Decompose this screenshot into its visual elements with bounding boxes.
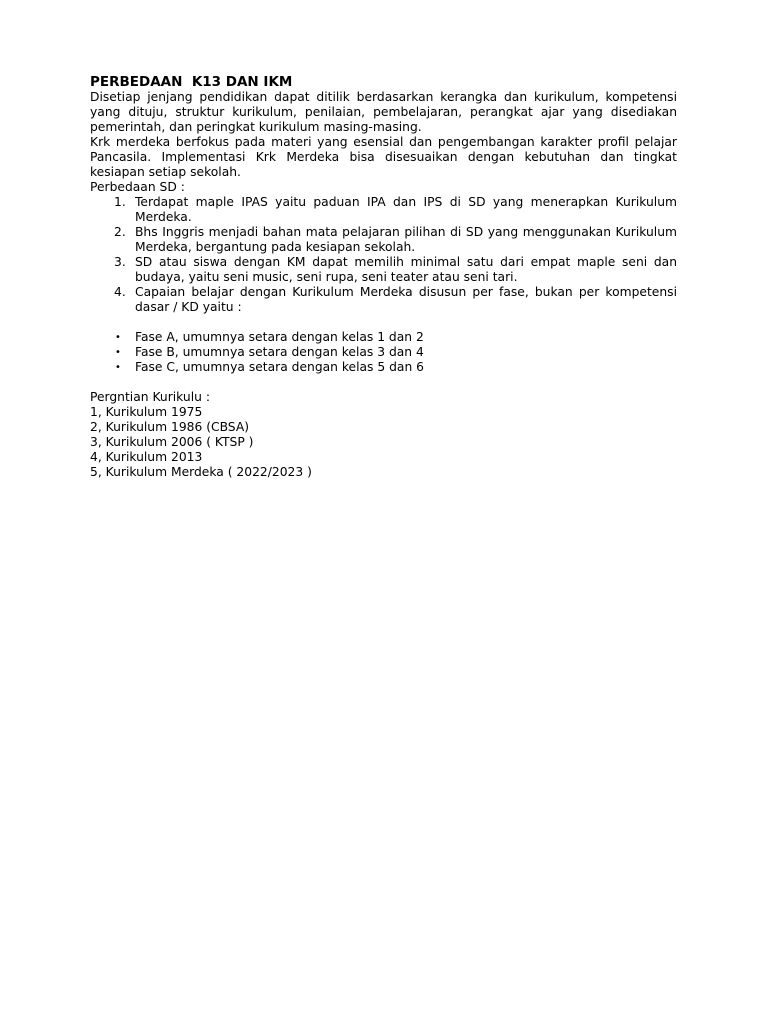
kurikulum-line: 5, Kurikulum Merdeka ( 2022/2023 ): [90, 465, 312, 479]
sd-differences-list: [90, 195, 677, 315]
bullet-icon: •: [115, 347, 121, 358]
list-item-number: 1.: [114, 195, 126, 209]
list-item-number: 3.: [114, 255, 126, 269]
list-item: [90, 360, 677, 375]
intro-paragraph-2: Krk merdeka berfokus pada materi yang esensial dan pengembangan karakter profil pelajar Pancasila. Implementasi Krk Merdeka bisa disesuaikan dengan kebutuhan dan tingkat kesiapan setiap sekolah.: [90, 135, 677, 179]
bullet-icon: •: [115, 332, 121, 343]
list-item-text: Fase B, umumnya setara dengan kelas 3 dan 4: [135, 345, 424, 359]
list-item: [90, 285, 677, 315]
list-item: [90, 195, 677, 225]
list-item: [90, 255, 677, 285]
bullet-icon: •: [115, 362, 121, 373]
list-item-number: 4.: [114, 285, 126, 299]
document-title: PERBEDAAN K13 DAN IKM: [90, 74, 293, 90]
intro-paragraph-1: Disetiap jenjang pendidikan dapat ditilik berdasarkan kerangka dan kurikulum, kompetensi yang dituju, struktur kurikulum, penilaian, pembelajaran, perangkat ajar yang disediakan pemerintah, dan peringkat kurikulum masing-masing.: [90, 90, 677, 134]
kurikulum-line: 1, Kurikulum 1975: [90, 405, 203, 419]
document-body: [90, 74, 677, 480]
list-item: [90, 345, 677, 360]
list-item-text: Capaian belajar dengan Kurikulum Merdeka disusun per fase, bukan per kompetensi dasar / KD yaitu :: [135, 285, 677, 314]
kurikulum-line: 2, Kurikulum 1986 (CBSA): [90, 420, 250, 434]
list-item: [90, 330, 677, 345]
fase-list: [90, 330, 677, 375]
list-item-number: 2.: [114, 225, 126, 239]
list-item-text: SD atau siswa dengan KM dapat memilih minimal satu dari empat maple seni dan budaya, yaitu seni music, seni rupa, seni teater atau seni tari.: [135, 255, 677, 284]
list-item-text: Bhs Inggris menjadi bahan mata pelajaran pilihan di SD yang menggunakan Kurikulum Merdeka, bergantung pada kesiapan sekolah.: [135, 225, 677, 254]
list-item: [90, 225, 677, 255]
list-item-text: Terdapat maple IPAS yaitu paduan IPA dan IPS di SD yang menerapkan Kurikulum Merdeka.: [135, 195, 677, 224]
list-item-text: Fase A, umumnya setara dengan kelas 1 dan 2: [135, 330, 424, 344]
list-item-text: Fase C, umumnya setara dengan kelas 5 dan 6: [135, 360, 424, 374]
kurikulum-line: 3, Kurikulum 2006 ( KTSP ): [90, 435, 254, 449]
sd-section-heading: Perbedaan SD :: [90, 180, 185, 194]
spacer: [90, 315, 677, 330]
kurikulum-line: 4, Kurikulum 2013: [90, 450, 203, 464]
kurikulum-section-heading: Pergntian Kurikulu :: [90, 390, 210, 404]
spacer: [90, 375, 677, 390]
